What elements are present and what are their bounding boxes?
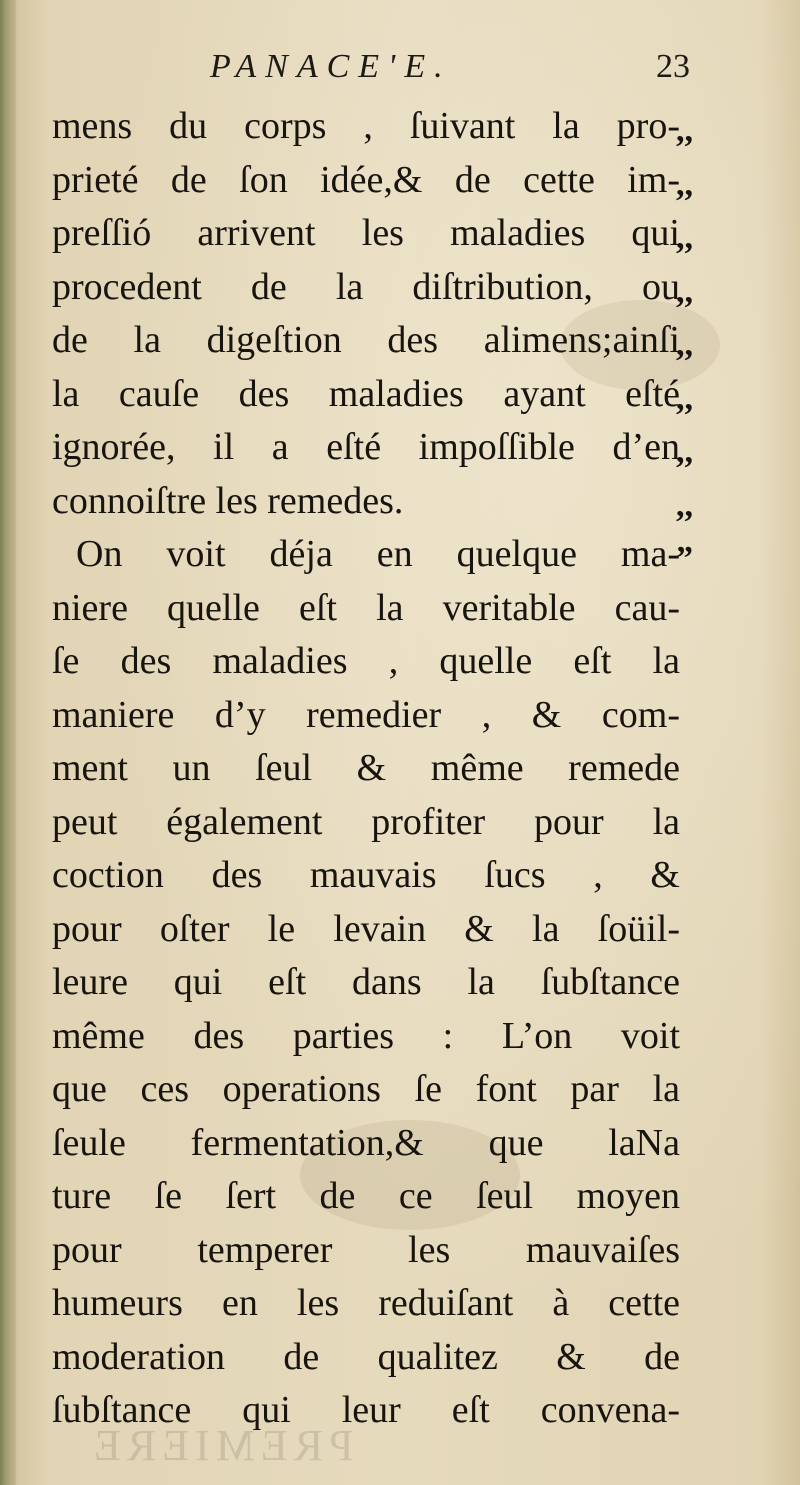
- text-line: prieté de ſon idée,& de cette im-: [52, 158, 680, 201]
- quotation-mark: ,,: [676, 433, 693, 470]
- quotation-mark: ,,: [676, 112, 693, 149]
- quotation-mark: ”: [676, 540, 693, 577]
- text-line: niere quelle eſt la veritable cau-: [52, 586, 680, 629]
- binding-gutter: [0, 0, 16, 1485]
- text-line: humeurs en les reduiſant à cette: [52, 1282, 680, 1324]
- text-line: connoiſtre les remedes.: [52, 479, 404, 522]
- text-line: ſe des maladies , quelle eſt la: [52, 640, 680, 682]
- page-number: 23: [656, 48, 690, 85]
- text-line: peut également profiter pour la: [52, 800, 680, 843]
- text-line: ignorée, il a eſté impoſſible d’en: [52, 426, 680, 468]
- body-text: [52, 100, 680, 1438]
- text-line: ſubſtance qui leur eſt convena-: [52, 1389, 680, 1431]
- text-line: que ces operations ſe font par la: [52, 1068, 680, 1110]
- quotation-mark: ,,: [676, 379, 693, 417]
- running-title: PANACE'E.: [210, 48, 452, 85]
- text-line: ment un ſeul & même remede: [52, 747, 680, 789]
- text-line: de la digeſtion des alimens;ainſi: [52, 319, 680, 361]
- text-line: On voit déja en quelque ma-: [76, 533, 680, 575]
- text-line: coction des mauvais ſucs , &: [52, 854, 680, 896]
- text-line: leure qui eſt dans la ſubſtance: [52, 961, 680, 1003]
- quotation-mark: ,,: [676, 326, 693, 363]
- text-line: pour temperer les mauvaiſes: [52, 1228, 680, 1271]
- text-line: ſeule fermentation,& que laNa: [52, 1121, 680, 1164]
- quotation-mark: ,,: [676, 486, 693, 524]
- text-line: mens du corps , ſuivant la pro-: [52, 105, 680, 147]
- text-line: procedent de la diſtribution, ou: [52, 265, 680, 308]
- text-line: maniere d’y remedier , & com-: [52, 693, 680, 736]
- text-line: la cauſe des maladies ayant eſté: [52, 372, 680, 415]
- quotation-mark: ,,: [676, 219, 693, 256]
- quotation-mark: ,,: [676, 272, 693, 310]
- text-line: pour oſter le levain & la ſoüil-: [52, 907, 680, 950]
- text-line: preſſió arrivent les maladies qui: [52, 212, 680, 254]
- text-line: ture ſe ſert de ce ſeul moyen: [52, 1175, 680, 1217]
- bleed-through-text: PREMIERE: [88, 1421, 354, 1470]
- quotation-marks-column: [676, 100, 726, 582]
- text-line: même des parties : L’on voit: [52, 1014, 680, 1057]
- running-head: [210, 48, 690, 98]
- text-line: moderation de qualitez & de: [52, 1335, 680, 1378]
- quotation-mark: ,,: [676, 165, 693, 203]
